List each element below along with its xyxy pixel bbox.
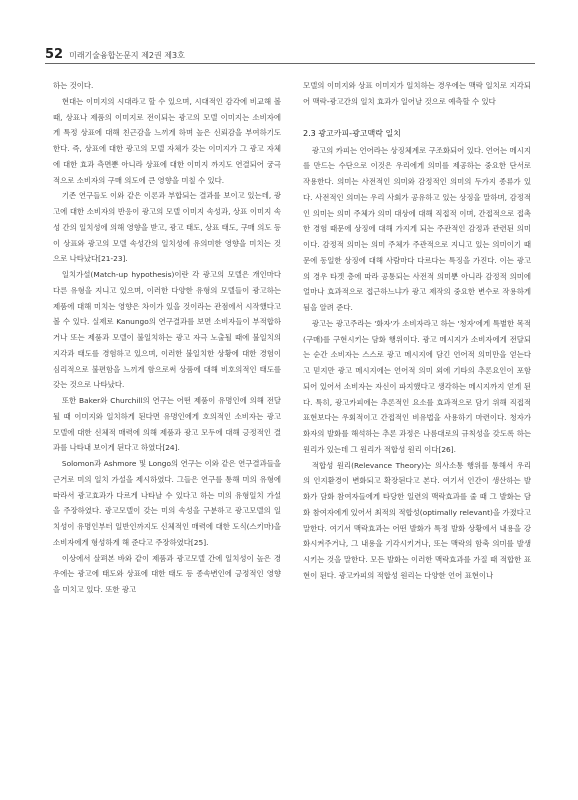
paragraph: 광고는 광고주라는 '화자'가 소비자라고 하는 '청자'에게 특별한 목적(구매)를 구현시키는 담화 행위이다. 광고 메시지가 소비자에게 전달되는 순간 소비자는 스스로 광고 메시지에 담긴 언어적 의미만을 얻는다고 믿지만 광고 메시지에는 언어적 의미 외에 기타의 추론요인이 포함되어 있어서 소비자는 자신이 파지했다고 생각하는 메시지까지 얻게 된다. 특히, 광고카피에는 추론적인 요소를 효과적으로 담기 위해 직접적 표현보다는 우회적이고 간접적인 비유법을 사용하기 마련이다. 청자가 화자의 발화를 해석하는 추론 과정은 나름대로의 규칙성을 갖도록 하는 원리가 있는데 그 원리가 적합성 원리 이다[26]. bbox=[303, 318, 531, 454]
right-column bbox=[303, 78, 531, 584]
running-header bbox=[45, 47, 535, 63]
journal-title: 미래기술융합논문지 제2권 제3호 bbox=[69, 51, 185, 60]
header-rule bbox=[45, 63, 535, 64]
paragraph: 광고의 카피는 언어라는 상징체계로 구조화되어 있다. 언어는 메시지를 만드는 수단으로 이것은 우리에게 의미를 제공하는 중요한 단서로 작용한다. 의미는 사전적인 의미와 감정적인 의미의 두가지 종류가 있다. 사전적인 의미는 우리 사회가 공유하고 있는 상징을 말하며, 감정적인 의미는 의미 주체가 의미 대상에 대해 직접적 이며, 간접적으로 접촉한 경험 때문에 상징에 대해 가지게 되는 주관적인 감정과 관련된 의미이다. 감정적 의미는 의미 주체가 주관적으로 지니고 있는 의미이기 때문에 동일한 상징에 대해 사람마다 다르다는 특징을 가진다. 이는 광고의 경우 타겟 층에 따라 공통되는 사전적 의미뿐 아니라 감정적 의미에 얼마나 효과적으로 접근하느냐가 광고 제작의 중요한 변수로 작용하게 됨을 알려 준다. bbox=[303, 145, 531, 312]
paragraph: 일치가설(Match-up hypothesis)이란 각 광고의 모델은 개인마다 다른 유형을 지니고 있으며, 이러한 다양한 유형의 모델들이 광고하는 제품에 대해 미치는 영향은 차이가 있을 것이라는 관점에서 시작했다고 볼 수 있다. 실제로 Kanungo의 연구결과를 보면 소비자들이 부적합하거나 또는 제품과 모델이 불일치하는 광고 자극 노출될 때에 불일치의 지각과 태도를 경험하고 있으며, 이러한 불일치한 상황에 대한 경험이 심리적으로 불편함을 느끼게 함으로써 상품에 대해 비호의적인 태도를 갖는 것으로 나타났다. bbox=[53, 270, 281, 390]
section-heading: 2.3 광고카피-광고맥락 일치 bbox=[303, 128, 401, 138]
left-column bbox=[53, 78, 281, 598]
paragraph: 또한 Baker와 Churchill의 연구는 어떤 제품이 유명인에 의해 전달될 때 이미지와 일치하게 된다면 유명인에게 호의적인 소비자는 광고 모델에 대한 신체적 매력에 의해 제품과 광고 모두에 대해 긍정적인 결과를 나타내 보이게 된다고 하였다[24]. bbox=[53, 396, 281, 453]
paragraph: 기존 연구들도 이와 같은 이론과 부합되는 결과를 보이고 있는데, 광고에 대한 소비자의 반응이 광고의 모델 이미지 속성과, 상표 이미지 속성 간의 일치성에 의해 영향을 받고, 광고 태도, 상표 태도, 구매 의도 등이 상표와 광고의 모델 속성간의 일치성에 유의미한 영향을 미치는 것으로 나타났다[21-23]. bbox=[53, 191, 282, 264]
paragraph: 이상에서 살펴본 바와 같이 제품과 광고모델 간에 일치성이 높은 경우에는 광고에 태도와 상표에 대한 태도 등 종속변인에 긍정적인 영향을 미치고 있다. 또한 광고 bbox=[53, 553, 281, 594]
paragraph: Solomon과 Ashmore 및 Longo의 연구는 이와 같은 연구결과들을 근거로 미의 일치 가설을 제시하였다. 그들은 연구를 통해 미의 유형에 따라서 광고효과가 다르게 나타날 수 있다고 하는 미의 유형일치 가설을 주장하였다. 광고모델이 갖는 미의 속성을 구분하고 광고모델의 일치성이 유명인부터 일반인까지도 신체적인 매력에 대한 도식(스키마)을 소비자에게 형성하게 해 준다고 주장하였다[25]. bbox=[53, 459, 281, 547]
paragraph: 현대는 이미지의 시대라고 할 수 있으며, 시대적인 감각에 비교해 볼 때, 상표나 제품의 이미지로 전이되는 광고의 모델 이미지는 소비자에게 특정 상표에 대해 친근감을 느끼게 하며 높은 신뢰감을 부여하기도 한다. 즉, 상표에 대한 광고의 모델 자체가 갖는 이미지가 그 광고 자체에 대한 효과 측면뿐 아니라 상표에 대한 이미지 까지도 연결되어 궁극적으로 소비자의 구매 의도에 큰 영향을 미칠 수 있다. bbox=[53, 96, 281, 185]
page-number: 52 bbox=[45, 47, 64, 62]
paragraph: 하는 것이다. bbox=[53, 81, 94, 90]
paragraph: 모델의 이미지와 상표 이미지가 일치하는 경우에는 맥락 일치로 지각되어 맥락-광고간의 일치 효과가 일어날 것으로 예측할 수 있다 bbox=[303, 81, 531, 106]
paragraph: 적합성 원리(Relevance Theory)는 의사소통 행위를 통해서 우리의 인지환경이 변화되고 확장된다고 본다. 여기서 인간이 생산하는 발화가 담화 참여자들에게 타당한 일련의 맥락효과를 줄 때 그 발화는 담화 참여자에게 있어서 최적의 적합성(optimally relevant)을 가졌다고 말한다. 여기서 맥락효과는 어떤 발화가 특정 발화 상황에서 내용을 강화시켜주거나, 그 내용을 기각시키거나, 또는 맥락의 함축 의미를 발생시키는 것을 말한다. 모든 발화는 이러한 맥락효과를 가질 때 적합한 표현이 된다. 광고카피의 적합성 원리는 다양한 언어 표현이나 bbox=[303, 460, 531, 580]
